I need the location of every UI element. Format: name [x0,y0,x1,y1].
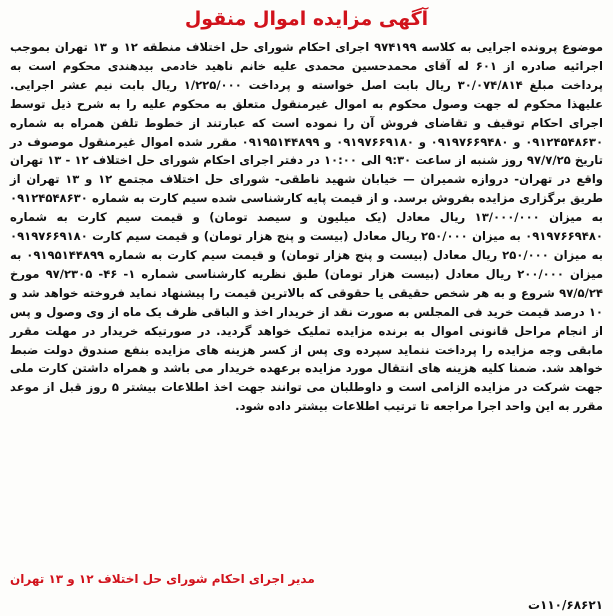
notice-signature: مدیر اجرای احکام شورای حل اختلاف ۱۲ و ۱۳ تهران [10,572,315,586]
notice-footer [10,572,603,612]
notice-code: ۱۱۰/۶۸۶۲۱ت [527,598,603,612]
notice-body: موضوع پرونده اجرایی به کلاسه ۹۷۴۱۹۹ اجرای احکام شورای حل اختلاف منطقه ۱۲ و ۱۳ تهران بموجب اجرائیه صادره از ۶۰۱ له آقای محمدحسین محمدی علیه خانم ناهید خادمی بیدهندی محکوم است به پرداخت مبلغ ۳۰/۰۷۴/۸۱۴ ریال بابت اصل خواسته و پرداخت ۱/۲۲۵/۰۰۰ ریال بابت نیم عشر اجرایی. علیهذا محکوم له جهت وصول محکوم به اموال غیرمنقول متعلق به محکوم علیه را به شرح ذیل توسط اجرای احکام توقیف و تقاضای فروش آن را نموده است که عبارتند از خطوط تلفن همراه به شماره ۰۹۱۲۴۵۴۸۶۳۰ و ۰۹۱۹۷۶۶۹۴۸۰ و ۰۹۱۹۷۶۶۹۱۸۰ و ۰۹۱۹۵۱۴۴۸۹۹ مقرر شده اموال غیرمنقول موصوف در تاریخ ۹۷/۷/۲۵ روز شنبه از ساعت ۹:۳۰ الی ۱۰:۰۰ در دفتر اجرای احکام شورای حل اختلاف ۱۲ - ۱۳ تهران واقع در تهران- دروازه شمیران — خیابان شهید ناطقی- شورای حل اختلاف مجتمع ۱۲ و ۱۳ تهران از طریق برگزاری مزایده بفروش برسد. و از قیمت پایه کارشناسی شده سیم کارت به شماره ۰۹۱۲۴۵۴۸۶۳۰ به میزان ۱۳/۰۰۰/۰۰۰ ریال معادل (یک میلیون و سیصد تومان) و قیمت سیم کارت به شماره ۰۹۱۹۷۶۶۹۴۸۰ به میزان ۲۵۰/۰۰۰ ریال معادل (بیست و پنج هزار تومان) و قیمت سیم کارت ۰۹۱۹۷۶۶۹۱۸۰ به میزان ۲۵۰/۰۰۰ ریال معادل (بیست و پنج هزار تومان) و قیمت سیم کارت به شماره ۰۹۱۹۵۱۴۴۸۹۹ به میزان ۲۰۰/۰۰۰ ریال معادل (بیست هزار تومان) طبق نظریه کارشناسی شماره ۱- ۴۶- ۹۷/۲۳۰۵ مورخ ۹۷/۵/۲۴ شروع و به هر شخص حقیقی یا حقوقی که بالاترین قیمت را پیشنهاد نماید فروخته خواهد شد و ۱۰ درصد قیمت خرید فی المجلس به صورت نقد از خریدار اخذ و الباقی ظرف یک ماه از وی وصول و پس از انجام مراحل قانونی اموال به برنده مزایده تملیک خواهد گردید. در صورتیکه خریدار در مهلت مقرر مابقی وجه مزایده را پرداخت ننماید سپرده وی پس از کسر هزینه های مزایده بنفع صندوق دولت ضبط خواهد شد. ضمنا کلیه هزینه های انتقال مورد مزایده برعهده خریدار می باشد و همراه داشتن کارت ملی جهت شرکت در مزایده الزامی است و داوطلبان می توانند جهت اخذ اطلاعات بیشتر ۵ روز قبل از موعد مقرر به این واحد اجرا مراجعه تا ترتیب اطلاعات بیشتر داده شود. [10,40,604,414]
notice-title: آگهی مزایده اموال منقول [184,8,429,30]
